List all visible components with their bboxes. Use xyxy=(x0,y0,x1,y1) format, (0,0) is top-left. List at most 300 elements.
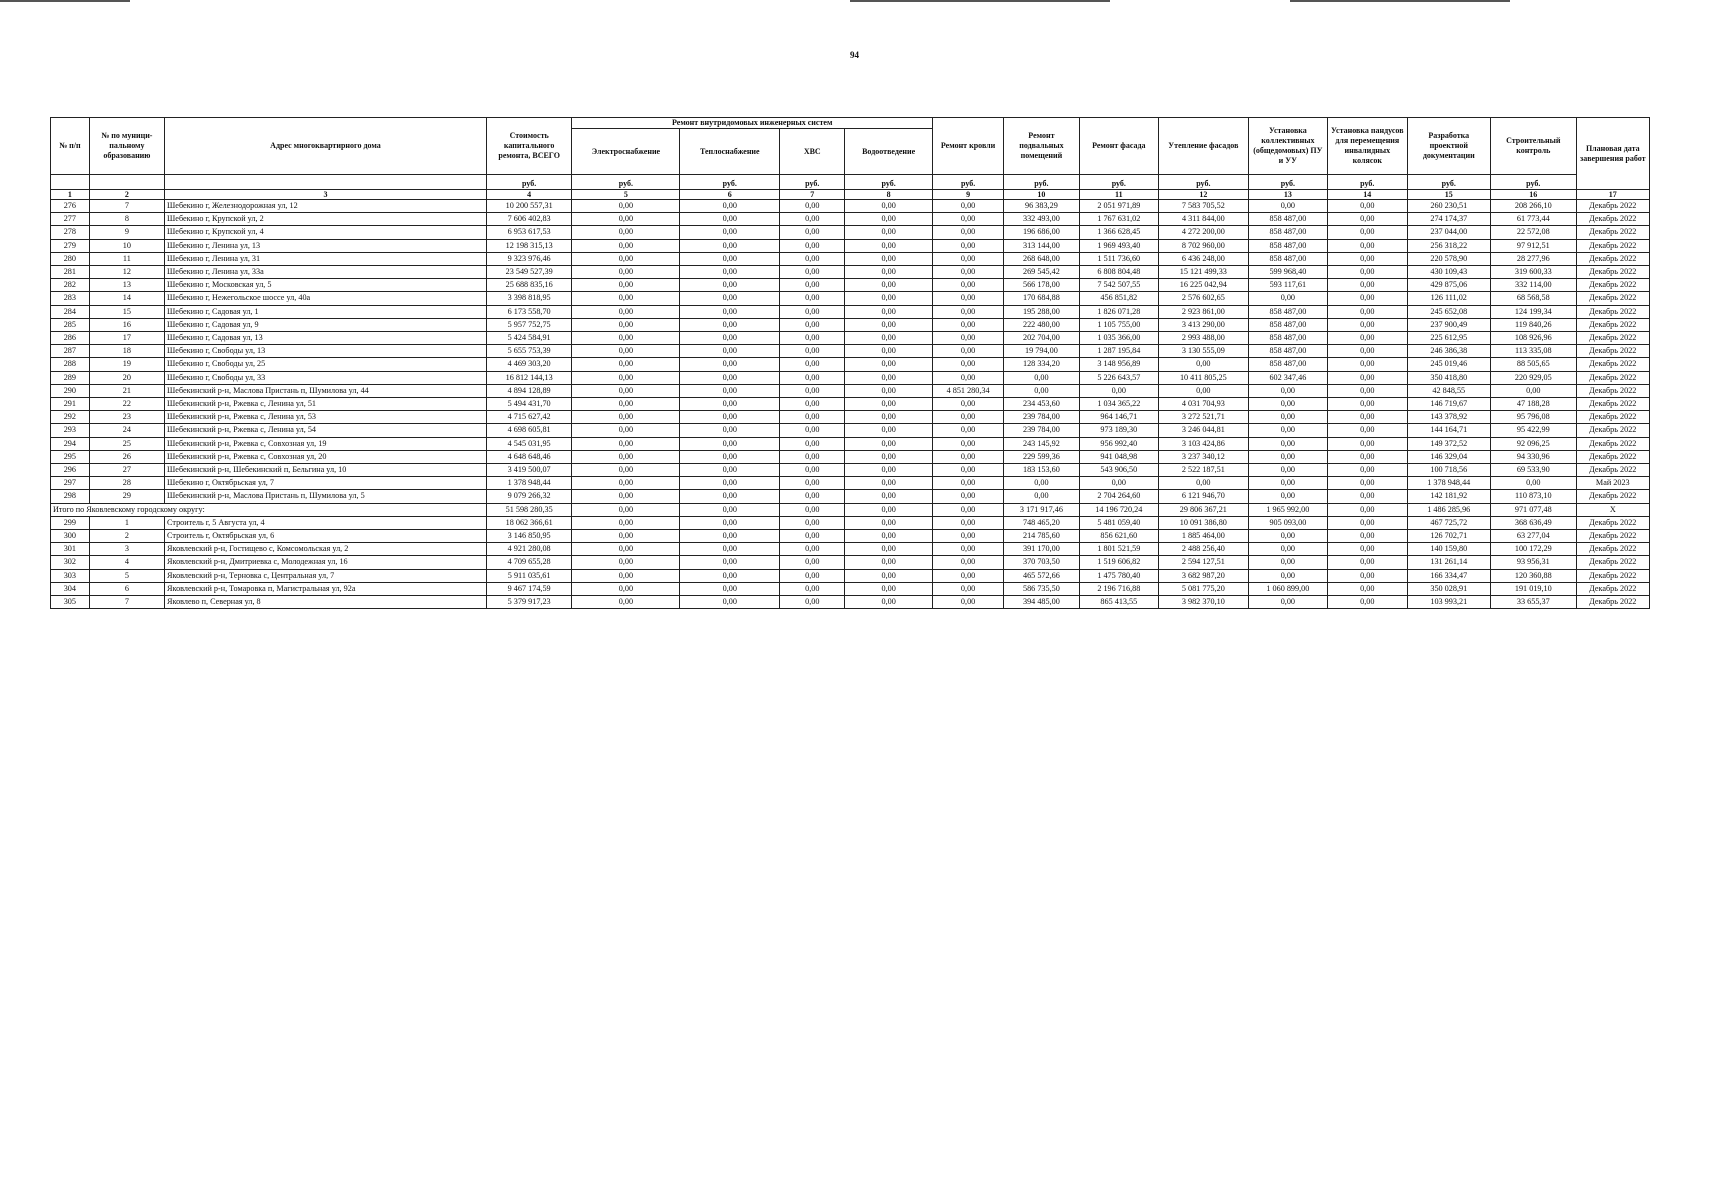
cell-facade: 1 767 631,02 xyxy=(1079,213,1158,226)
cell-electric: 0,00 xyxy=(572,477,680,490)
cell-row-num: 304 xyxy=(51,582,90,595)
table-row xyxy=(51,543,1650,556)
cell-insulation: 7 583 705,52 xyxy=(1159,200,1249,213)
cell-heat: 0,00 xyxy=(680,345,780,358)
cell-total-cost: 6 953 617,53 xyxy=(486,226,572,239)
cell-facade: 5 226 643,57 xyxy=(1079,371,1158,384)
cell-design: 237 900,49 xyxy=(1407,318,1491,331)
cell-electric: 0,00 xyxy=(572,556,680,569)
header-design: Разработка проектной документации xyxy=(1407,118,1491,175)
unit-cell: руб. xyxy=(1328,175,1407,190)
cell-total-cost: 4 709 655,28 xyxy=(486,556,572,569)
cell-address: Шебекино г, Крупской ул, 2 xyxy=(165,213,487,226)
header-total-cost: Стоимость капитального ремонта, ВСЕГО xyxy=(486,118,572,175)
cell-hws: 0,00 xyxy=(780,569,845,582)
scan-edge-mark xyxy=(0,0,130,2)
cell-ramps: 0,00 xyxy=(1328,252,1407,265)
table-row xyxy=(51,226,1650,239)
table-row xyxy=(51,384,1650,397)
header-heat: Теплоснабжение xyxy=(680,129,780,175)
cell-electric: 0,00 xyxy=(572,582,680,595)
table-row xyxy=(51,252,1650,265)
cell-design: 146 329,04 xyxy=(1407,450,1491,463)
cell-drain: 0,00 xyxy=(845,556,933,569)
cell-insulation: 2 488 256,40 xyxy=(1159,543,1249,556)
cell-municipal-num: 10 xyxy=(89,239,164,252)
unit-cell: руб. xyxy=(845,175,933,190)
table-row xyxy=(51,292,1650,305)
cell-heat: 0,00 xyxy=(680,292,780,305)
cell-basement: 128 334,20 xyxy=(1004,358,1079,371)
cell-insulation: 4 311 844,00 xyxy=(1159,213,1249,226)
cell-control: 100 172,29 xyxy=(1491,543,1577,556)
scan-edge-mark xyxy=(850,0,1110,2)
cell-roof: 0,00 xyxy=(932,437,1003,450)
cell-control: 332 114,00 xyxy=(1491,279,1577,292)
cell-facade: 456 851,82 xyxy=(1079,292,1158,305)
cell-control: 119 840,26 xyxy=(1491,318,1577,331)
cell-basement: 566 178,00 xyxy=(1004,279,1079,292)
cell-electric: 0,00 xyxy=(572,530,680,543)
cell-total-cost: 5 655 753,39 xyxy=(486,345,572,358)
cell-facade: 856 621,60 xyxy=(1079,530,1158,543)
cell-address: Шебекино г, Садовая ул, 1 xyxy=(165,305,487,318)
cell-control: 28 277,96 xyxy=(1491,252,1577,265)
cell-total-cost: 16 812 144,13 xyxy=(486,371,572,384)
header-roof: Ремонт кровли xyxy=(932,118,1003,175)
cell-design: 274 174,37 xyxy=(1407,213,1491,226)
cell-municipal-num: 8 xyxy=(89,213,164,226)
cell-basement: 183 153,60 xyxy=(1004,464,1079,477)
cell-design: 350 028,91 xyxy=(1407,582,1491,595)
cell-ramps: 0,00 xyxy=(1328,437,1407,450)
cell-hws: 0,00 xyxy=(780,239,845,252)
cell-hws: 0,00 xyxy=(780,556,845,569)
cell-facade: 964 146,71 xyxy=(1079,411,1158,424)
cell-heat: 0,00 xyxy=(680,279,780,292)
cell-roof: 0,00 xyxy=(932,543,1003,556)
cell-meters: 0,00 xyxy=(1248,530,1327,543)
cell-row-num: 280 xyxy=(51,252,90,265)
cell-design: 144 164,71 xyxy=(1407,424,1491,437)
cell-ramps: 0,00 xyxy=(1328,292,1407,305)
cell-ramps: 0,00 xyxy=(1328,543,1407,556)
cell-ramps: 0,00 xyxy=(1328,239,1407,252)
cell-facade: 7 542 507,55 xyxy=(1079,279,1158,292)
cell-meters: 0,00 xyxy=(1248,398,1327,411)
cell-design: 246 386,38 xyxy=(1407,345,1491,358)
unit-cell: руб. xyxy=(1159,175,1249,190)
cell-roof: 0,00 xyxy=(932,305,1003,318)
cell-drain: 0,00 xyxy=(845,450,933,463)
cell-address: Шебекино г, Московская ул, 5 xyxy=(165,279,487,292)
cell-meters: 0,00 xyxy=(1248,569,1327,582)
cell-insulation: 6 121 946,70 xyxy=(1159,490,1249,503)
cell-roof: 0,00 xyxy=(932,292,1003,305)
cell-roof: 0,00 xyxy=(932,279,1003,292)
cell-electric: 0,00 xyxy=(572,398,680,411)
cell-hws: 0,00 xyxy=(780,292,845,305)
cell-facade: 3 148 956,89 xyxy=(1079,358,1158,371)
cell-drain: 0,00 xyxy=(845,411,933,424)
cell-facade: 543 906,50 xyxy=(1079,464,1158,477)
cell-drain: 0,00 xyxy=(845,266,933,279)
cell-roof: 0,00 xyxy=(932,266,1003,279)
column-number: 7 xyxy=(780,190,845,200)
unit-cell xyxy=(89,175,164,190)
column-number: 15 xyxy=(1407,190,1491,200)
column-number: 3 xyxy=(165,190,487,200)
capital-repair-table-container xyxy=(50,117,1650,609)
cell-hws: 0,00 xyxy=(780,477,845,490)
cell-electric: 0,00 xyxy=(572,371,680,384)
cell-completion-date: Декабрь 2022 xyxy=(1576,371,1649,384)
cell-roof: 0,00 xyxy=(932,530,1003,543)
cell-electric: 0,00 xyxy=(572,226,680,239)
cell-meters: 858 487,00 xyxy=(1248,239,1327,252)
table-row xyxy=(51,266,1650,279)
cell-address: Шебекино г, Свободы ул, 25 xyxy=(165,358,487,371)
cell-design: 166 334,47 xyxy=(1407,569,1491,582)
cell-basement: 269 545,42 xyxy=(1004,266,1079,279)
cell-municipal-num: 23 xyxy=(89,411,164,424)
cell-design: 237 044,00 xyxy=(1407,226,1491,239)
cell-address: Шебекинский р-н, Маслова Пристань п, Шумилова ул, 5 xyxy=(165,490,487,503)
cell-meters: 0,00 xyxy=(1248,477,1327,490)
cell-heat: 0,00 xyxy=(680,358,780,371)
cell-hws: 0,00 xyxy=(780,384,845,397)
cell-ramps: 0,00 xyxy=(1328,596,1407,609)
table-row xyxy=(51,411,1650,424)
cell-facade: 1 035 366,00 xyxy=(1079,332,1158,345)
cell-electric: 0,00 xyxy=(572,450,680,463)
cell-insulation: 15 121 499,33 xyxy=(1159,266,1249,279)
cell-hws: 0,00 xyxy=(780,252,845,265)
cell-electric: 0,00 xyxy=(572,464,680,477)
cell-address: Шебекино г, Железнодорожная ул, 12 xyxy=(165,200,487,213)
cell-ramps: 0,00 xyxy=(1328,477,1407,490)
cell-drain: 0,00 xyxy=(845,358,933,371)
unit-cell: руб. xyxy=(1491,175,1577,190)
table-header xyxy=(51,118,1650,200)
table-row xyxy=(51,398,1650,411)
unit-cell: руб. xyxy=(780,175,845,190)
cell-heat: 0,00 xyxy=(680,398,780,411)
cell-heat: 0,00 xyxy=(680,266,780,279)
unit-cell xyxy=(51,175,90,190)
cell-electric: 0,00 xyxy=(572,384,680,397)
column-number: 2 xyxy=(89,190,164,200)
cell-control: 110 873,10 xyxy=(1491,490,1577,503)
cell-roof: 4 851 280,34 xyxy=(932,384,1003,397)
cell-basement: 196 686,00 xyxy=(1004,226,1079,239)
table-row xyxy=(51,200,1650,213)
cell-drain: 0,00 xyxy=(845,530,933,543)
cell-total-cost: 4 894 128,89 xyxy=(486,384,572,397)
cell-hws: 0,00 xyxy=(780,358,845,371)
cell-design: 430 109,43 xyxy=(1407,266,1491,279)
cell-control: 120 360,88 xyxy=(1491,569,1577,582)
cell-roof: 0,00 xyxy=(932,411,1003,424)
table-row xyxy=(51,358,1650,371)
unit-cell: руб. xyxy=(486,175,572,190)
cell-ramps: 0,00 xyxy=(1328,266,1407,279)
cell-completion-date: Декабрь 2022 xyxy=(1576,556,1649,569)
cell-control: 47 188,28 xyxy=(1491,398,1577,411)
cell-design: 149 372,52 xyxy=(1407,437,1491,450)
cell-ramps: 0,00 xyxy=(1328,516,1407,529)
cell-insulation: 3 413 290,00 xyxy=(1159,318,1249,331)
cell-basement: 195 288,00 xyxy=(1004,305,1079,318)
cell-address: Шебекино г, Садовая ул, 13 xyxy=(165,332,487,345)
cell-completion-date: Декабрь 2022 xyxy=(1576,279,1649,292)
cell-insulation: 0,00 xyxy=(1159,384,1249,397)
cell-basement: 0,00 xyxy=(1004,371,1079,384)
header-ramps: Установка пандусов для перемещения инвалидных колясок xyxy=(1328,118,1407,175)
cell-meters: 0,00 xyxy=(1248,450,1327,463)
cell-drain: 0,00 xyxy=(845,305,933,318)
cell-hws: 0,00 xyxy=(780,530,845,543)
cell-control: 33 655,37 xyxy=(1491,596,1577,609)
cell-control: 0,00 xyxy=(1491,477,1577,490)
table-row xyxy=(51,345,1650,358)
cell-insulation: 5 081 775,20 xyxy=(1159,582,1249,595)
cell-control: 69 533,90 xyxy=(1491,464,1577,477)
cell-facade: 2 704 264,60 xyxy=(1079,490,1158,503)
cell-facade: 0,00 xyxy=(1079,384,1158,397)
cell-address: Шебекино г, Крупской ул, 4 xyxy=(165,226,487,239)
cell-heat: 0,00 xyxy=(680,490,780,503)
cell-hws: 0,00 xyxy=(780,464,845,477)
table-row xyxy=(51,490,1650,503)
cell-control: 63 277,04 xyxy=(1491,530,1577,543)
cell-insulation: 1 885 464,00 xyxy=(1159,530,1249,543)
cell-total-cost: 3 146 850,95 xyxy=(486,530,572,543)
cell-completion-date: Декабрь 2022 xyxy=(1576,582,1649,595)
cell-design: 131 261,14 xyxy=(1407,556,1491,569)
cell-row-num: 305 xyxy=(51,596,90,609)
cell-row-num: 298 xyxy=(51,490,90,503)
cell-total-cost: 6 173 558,70 xyxy=(486,305,572,318)
cell-meters: 858 487,00 xyxy=(1248,226,1327,239)
cell-design: 1 378 948,44 xyxy=(1407,477,1491,490)
cell-insulation: 8 702 960,00 xyxy=(1159,239,1249,252)
cell-ramps: 0,00 xyxy=(1328,450,1407,463)
cell-meters: 858 487,00 xyxy=(1248,252,1327,265)
cell-address: Шебекино г, Ленина ул, 33а xyxy=(165,266,487,279)
cell-basement: 332 493,00 xyxy=(1004,213,1079,226)
cell-basement: 0,00 xyxy=(1004,384,1079,397)
cell-address: Шебекино г, Свободы ул, 13 xyxy=(165,345,487,358)
cell-drain: 0,00 xyxy=(845,292,933,305)
table-row xyxy=(51,477,1650,490)
cell-ramps: 0,00 xyxy=(1328,279,1407,292)
cell-ramps: 0,00 xyxy=(1328,530,1407,543)
cell-drain: 0,00 xyxy=(845,279,933,292)
cell-heat: 0,00 xyxy=(680,596,780,609)
cell-facade: 2 051 971,89 xyxy=(1079,200,1158,213)
cell-electric: 0,00 xyxy=(572,305,680,318)
cell-meters: 1 060 899,00 xyxy=(1248,582,1327,595)
cell-facade: 1 826 071,28 xyxy=(1079,305,1158,318)
cell-meters: 0,00 xyxy=(1248,464,1327,477)
cell-completion-date: Декабрь 2022 xyxy=(1576,239,1649,252)
table-row xyxy=(51,556,1650,569)
cell-roof: 0,00 xyxy=(932,345,1003,358)
cell-insulation: 3 682 987,20 xyxy=(1159,569,1249,582)
cell-municipal-num: 13 xyxy=(89,279,164,292)
cell-hws: 0,00 xyxy=(780,437,845,450)
cell-basement: 234 453,60 xyxy=(1004,398,1079,411)
cell-total-cost: 9 079 266,32 xyxy=(486,490,572,503)
cell-meters: 858 487,00 xyxy=(1248,305,1327,318)
cell-roof: 0,00 xyxy=(932,477,1003,490)
cell-basement: 586 735,50 xyxy=(1004,582,1079,595)
cell-meters: 858 487,00 xyxy=(1248,345,1327,358)
cell-control: 22 572,08 xyxy=(1491,226,1577,239)
cell-roof: 0,00 xyxy=(932,226,1003,239)
cell-facade: 1 511 736,60 xyxy=(1079,252,1158,265)
cell-address: Шебекино г, Октябрьская ул, 7 xyxy=(165,477,487,490)
cell-row-num: 299 xyxy=(51,516,90,529)
column-number: 8 xyxy=(845,190,933,200)
cell-row-num: 297 xyxy=(51,477,90,490)
cell-roof: 0,00 xyxy=(932,464,1003,477)
cell-roof: 0,00 xyxy=(932,371,1003,384)
cell-address: Яковлевский р-н, Томаровка п, Магистральная ул, 92а xyxy=(165,582,487,595)
cell-design: 260 230,51 xyxy=(1407,200,1491,213)
capital-repair-table xyxy=(50,117,1650,609)
cell-municipal-num: 6 xyxy=(89,582,164,595)
cell-roof: 0,00 xyxy=(932,516,1003,529)
cell-address: Шебекино г, Садовая ул, 9 xyxy=(165,318,487,331)
cell-insulation: 6 436 248,00 xyxy=(1159,252,1249,265)
subtotal-control: 971 077,48 xyxy=(1491,503,1577,516)
cell-heat: 0,00 xyxy=(680,318,780,331)
cell-meters: 858 487,00 xyxy=(1248,332,1327,345)
cell-basement: 243 145,92 xyxy=(1004,437,1079,450)
cell-total-cost: 1 378 948,44 xyxy=(486,477,572,490)
cell-ramps: 0,00 xyxy=(1328,384,1407,397)
cell-row-num: 284 xyxy=(51,305,90,318)
cell-design: 103 993,21 xyxy=(1407,596,1491,609)
cell-drain: 0,00 xyxy=(845,384,933,397)
cell-roof: 0,00 xyxy=(932,252,1003,265)
cell-row-num: 288 xyxy=(51,358,90,371)
cell-ramps: 0,00 xyxy=(1328,200,1407,213)
cell-drain: 0,00 xyxy=(845,464,933,477)
cell-completion-date: Декабрь 2022 xyxy=(1576,226,1649,239)
cell-total-cost: 4 698 605,81 xyxy=(486,424,572,437)
column-number: 11 xyxy=(1079,190,1158,200)
column-number: 6 xyxy=(680,190,780,200)
cell-heat: 0,00 xyxy=(680,239,780,252)
cell-roof: 0,00 xyxy=(932,569,1003,582)
cell-control: 108 926,96 xyxy=(1491,332,1577,345)
cell-ramps: 0,00 xyxy=(1328,226,1407,239)
cell-design: 146 719,67 xyxy=(1407,398,1491,411)
cell-control: 92 096,25 xyxy=(1491,437,1577,450)
cell-hws: 0,00 xyxy=(780,266,845,279)
cell-hws: 0,00 xyxy=(780,543,845,556)
cell-row-num: 293 xyxy=(51,424,90,437)
cell-address: Яковлево п, Северная ул, 8 xyxy=(165,596,487,609)
cell-hws: 0,00 xyxy=(780,213,845,226)
cell-control: 97 912,51 xyxy=(1491,239,1577,252)
cell-design: 42 848,55 xyxy=(1407,384,1491,397)
cell-row-num: 282 xyxy=(51,279,90,292)
cell-municipal-num: 14 xyxy=(89,292,164,305)
cell-electric: 0,00 xyxy=(572,569,680,582)
cell-drain: 0,00 xyxy=(845,332,933,345)
cell-control: 88 505,65 xyxy=(1491,358,1577,371)
cell-completion-date: Декабрь 2022 xyxy=(1576,292,1649,305)
cell-facade: 1 105 755,00 xyxy=(1079,318,1158,331)
cell-facade: 1 366 628,45 xyxy=(1079,226,1158,239)
cell-roof: 0,00 xyxy=(932,358,1003,371)
cell-meters: 0,00 xyxy=(1248,596,1327,609)
cell-completion-date: Декабрь 2022 xyxy=(1576,450,1649,463)
header-meters: Установка коллективных (общедомовых) ПУ и УУ xyxy=(1248,118,1327,175)
cell-row-num: 281 xyxy=(51,266,90,279)
cell-row-num: 296 xyxy=(51,464,90,477)
cell-municipal-num: 7 xyxy=(89,596,164,609)
cell-total-cost: 12 198 315,13 xyxy=(486,239,572,252)
cell-facade: 1 969 493,40 xyxy=(1079,239,1158,252)
cell-basement: 394 485,00 xyxy=(1004,596,1079,609)
cell-electric: 0,00 xyxy=(572,266,680,279)
cell-address: Шебекинский р-н, Ржевка с, Ленина ул, 53 xyxy=(165,411,487,424)
cell-facade: 941 048,98 xyxy=(1079,450,1158,463)
subtotal-total-cost: 51 598 280,35 xyxy=(486,503,572,516)
cell-insulation: 0,00 xyxy=(1159,358,1249,371)
cell-hws: 0,00 xyxy=(780,582,845,595)
cell-municipal-num: 25 xyxy=(89,437,164,450)
cell-drain: 0,00 xyxy=(845,252,933,265)
cell-design: 225 612,95 xyxy=(1407,332,1491,345)
cell-insulation: 0,00 xyxy=(1159,477,1249,490)
unit-cell: руб. xyxy=(680,175,780,190)
cell-insulation: 3 272 521,71 xyxy=(1159,411,1249,424)
cell-municipal-num: 26 xyxy=(89,450,164,463)
cell-ramps: 0,00 xyxy=(1328,332,1407,345)
cell-municipal-num: 27 xyxy=(89,464,164,477)
cell-completion-date: Декабрь 2022 xyxy=(1576,424,1649,437)
cell-design: 245 019,46 xyxy=(1407,358,1491,371)
cell-control: 220 929,05 xyxy=(1491,371,1577,384)
cell-design: 142 181,92 xyxy=(1407,490,1491,503)
column-number: 9 xyxy=(932,190,1003,200)
cell-completion-date: Декабрь 2022 xyxy=(1576,398,1649,411)
cell-heat: 0,00 xyxy=(680,530,780,543)
cell-drain: 0,00 xyxy=(845,226,933,239)
cell-electric: 0,00 xyxy=(572,424,680,437)
cell-completion-date: Декабрь 2022 xyxy=(1576,516,1649,529)
cell-ramps: 0,00 xyxy=(1328,318,1407,331)
cell-ramps: 0,00 xyxy=(1328,424,1407,437)
cell-meters: 0,00 xyxy=(1248,411,1327,424)
cell-municipal-num: 7 xyxy=(89,200,164,213)
cell-electric: 0,00 xyxy=(572,596,680,609)
cell-meters: 602 347,46 xyxy=(1248,371,1327,384)
cell-completion-date: Декабрь 2022 xyxy=(1576,490,1649,503)
column-number: 13 xyxy=(1248,190,1327,200)
cell-drain: 0,00 xyxy=(845,582,933,595)
subtotal-insulation: 29 806 367,21 xyxy=(1159,503,1249,516)
cell-address: Шебекино г, Свободы ул, 33 xyxy=(165,371,487,384)
cell-hws: 0,00 xyxy=(780,345,845,358)
cell-control: 61 773,44 xyxy=(1491,213,1577,226)
